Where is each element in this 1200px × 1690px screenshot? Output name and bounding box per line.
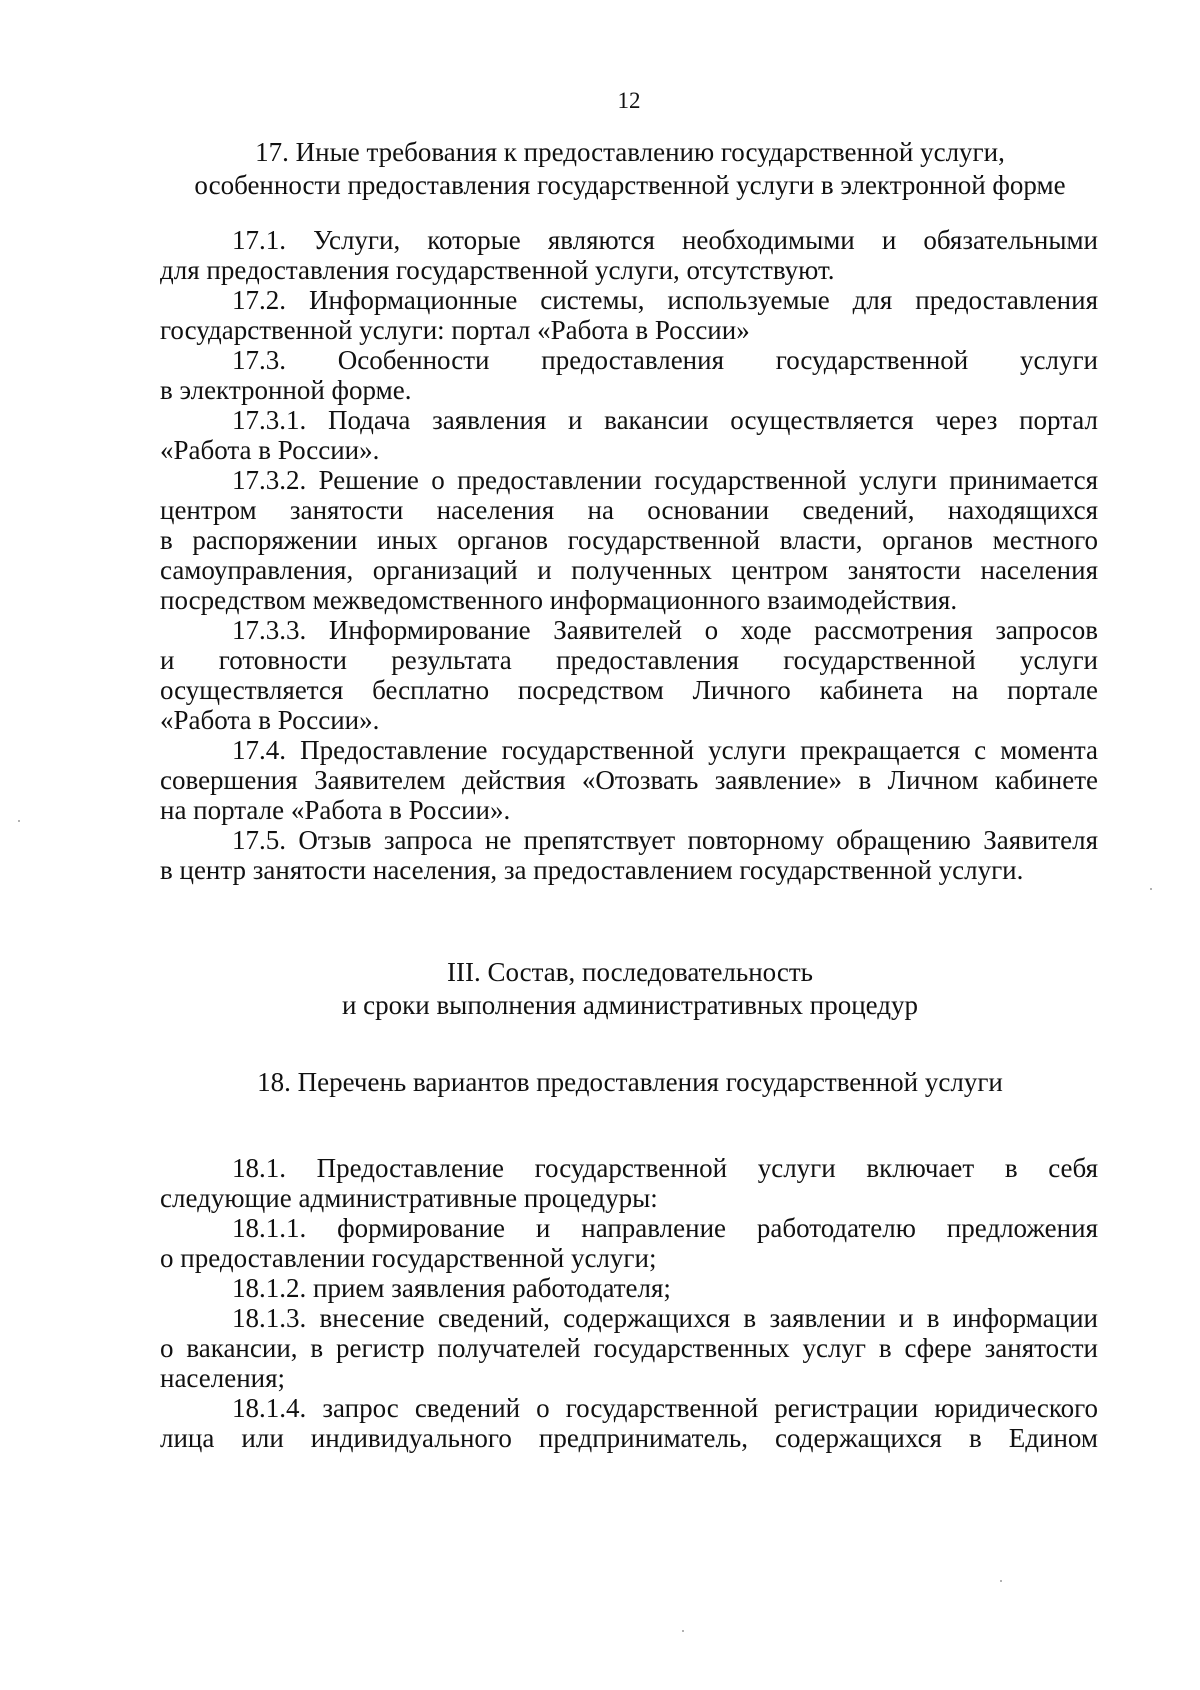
paragraph-18-1-4-line: 18.1.4. запрос сведений о государственной регистрации юридического (232, 1393, 1098, 1423)
paragraph-17-3-3-line: «Работа в России». (160, 705, 380, 735)
paragraph-17-3-2-line: самоуправления, организаций и полученных центром занятости населения (160, 555, 1098, 585)
paragraph-17-1-line: 17.1. Услуги, которые являются необходимыми и обязательными (232, 225, 1098, 255)
paragraph-17-4-line: на портале «Работа в России». (160, 795, 511, 825)
section-18-heading-line: 18. Перечень вариантов предоставления государственной услуги (257, 1067, 1003, 1097)
paragraph-17-1-line: для предоставления государственной услуги, отсутствуют. (160, 255, 835, 285)
paragraph-18-1-3-line: населения; (160, 1363, 286, 1393)
paragraph-17-5-line: 17.5. Отзыв запроса не препятствует повторному обращению Заявителя (232, 825, 1098, 855)
paragraph-17-3-2-line: 17.3.2. Решение о предоставлении государственной услуги принимается (232, 465, 1098, 495)
paragraph-17-3-3-line: 17.3.3. Информирование Заявителей о ходе рассмотрения запросов (232, 615, 1098, 645)
paragraph-18-1-1-line: о предоставлении государственной услуги; (160, 1243, 657, 1273)
paragraph-18-1-4-line: лица или индивидуального предприниматель, содержащихся в Едином (160, 1423, 1098, 1453)
section-17-heading-line: особенности предоставления государственной услуги в электронной форме (194, 170, 1066, 200)
scan-speck (1000, 1580, 1002, 1582)
paragraph-17-3-3-line: и готовности результата предоставления государственной услуги (160, 645, 1098, 675)
paragraph-17-3-line: в электронной форме. (160, 375, 412, 405)
paragraph-17-3-2-line: в распоряжении иных органов государственной власти, органов местного (160, 525, 1098, 555)
paragraph-17-3-2-line: центром занятости населения на основании сведений, находящихся (160, 495, 1098, 525)
paragraph-17-3-line: 17.3. Особенности предоставления государственной услуги (232, 345, 1098, 375)
paragraph-17-5-line: в центр занятости населения, за предоставлением государственной услуги. (160, 855, 1024, 885)
section-3-heading-line: III. Состав, последовательность (447, 957, 813, 987)
paragraph-17-3-1-line: «Работа в России». (160, 435, 380, 465)
paragraph-17-4-line: 17.4. Предоставление государственной услуги прекращается с момента (232, 735, 1098, 765)
paragraph-17-3-1-line: 17.3.1. Подача заявления и вакансии осуществляется через портал (232, 405, 1098, 435)
paragraph-18-1-line: 18.1. Предоставление государственной услуги включает в себя (232, 1153, 1098, 1183)
paragraph-18-1-2-line: 18.1.2. прием заявления работодателя; (232, 1273, 671, 1303)
paragraph-18-1-1-line: 18.1.1. формирование и направление работодателю предложения (232, 1213, 1098, 1243)
scan-speck (18, 820, 20, 822)
page-number: 12 (617, 88, 641, 113)
paragraph-18-1-line: следующие административные процедуры: (160, 1183, 658, 1213)
paragraph-17-4-line: совершения Заявителем действия «Отозвать заявление» в Личном кабинете (160, 765, 1098, 795)
section-18-heading (150, 1066, 1110, 1099)
section-17-heading-line: 17. Иные требования к предоставлению государственной услуги, (255, 137, 1005, 167)
paragraph-18-1-3-line: о вакансии, в регистр получателей государственных услуг в сфере занятости (160, 1333, 1098, 1363)
paragraph-17-2-line: 17.2. Информационные системы, используемые для предоставления (232, 285, 1098, 315)
scan-speck (1150, 888, 1152, 890)
section-3-heading-line: и сроки выполнения административных процедур (341, 990, 919, 1020)
paragraph-17-3-3-line: осуществляется бесплатно посредством Личного кабинета на портале (160, 675, 1098, 705)
paragraph-17-3-2-line: посредством межведомственного информационного взаимодействия. (160, 585, 958, 615)
paragraph-17-2-line: государственной услуги: портал «Работа в России» (160, 315, 750, 345)
section-17-heading (150, 136, 1110, 202)
scan-speck (682, 1630, 684, 1632)
paragraph-18-1-3-line: 18.1.3. внесение сведений, содержащихся в заявлении и в информации (232, 1303, 1098, 1333)
section-3-heading (150, 956, 1110, 1022)
